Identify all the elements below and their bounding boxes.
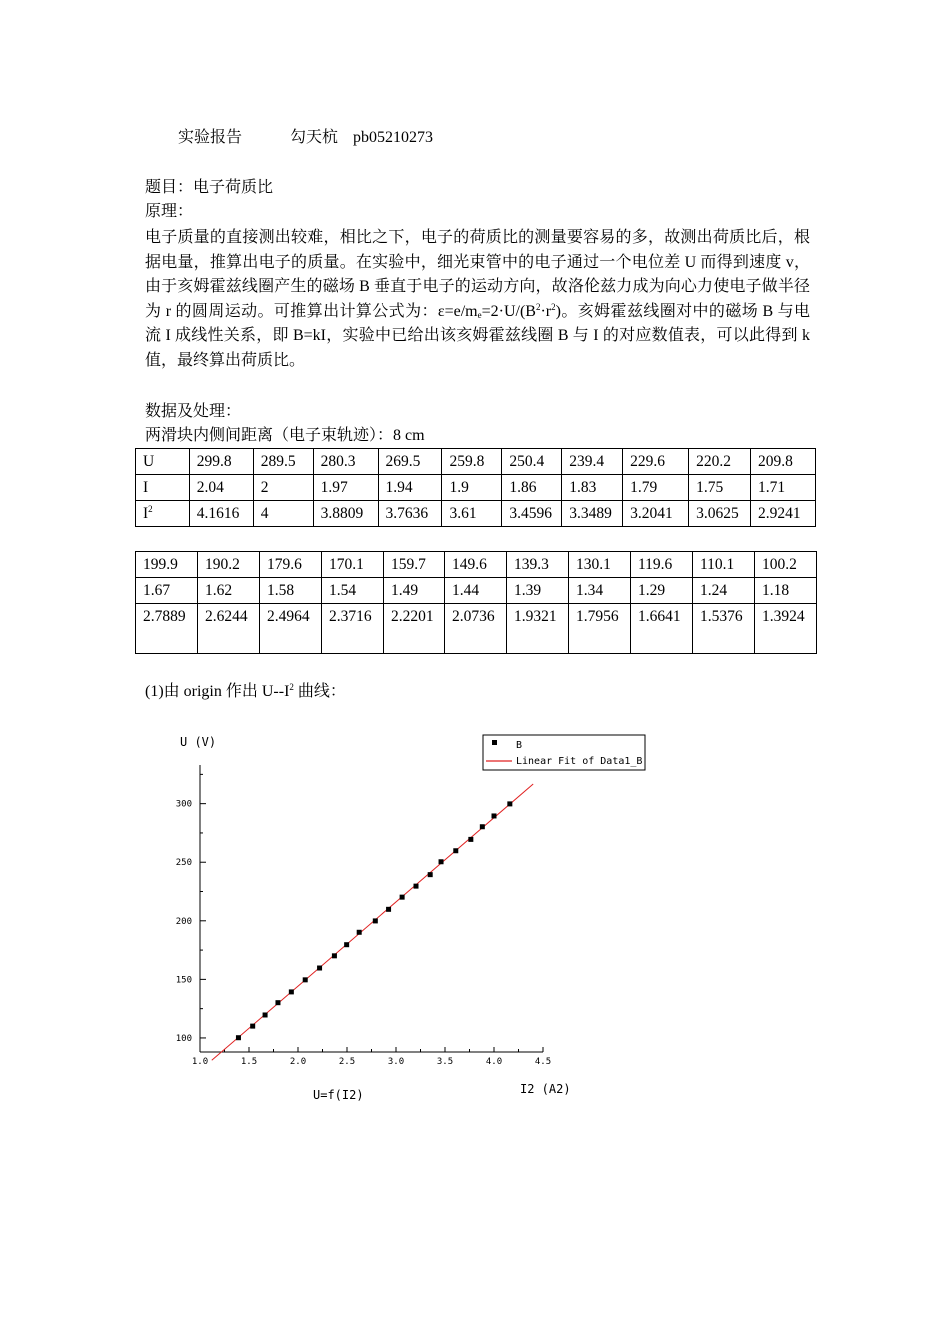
data-point <box>303 977 308 982</box>
data-point <box>236 1035 241 1040</box>
table-cell: 1.44 <box>445 578 507 604</box>
data-point <box>400 895 405 900</box>
table-cell: 2.4964 <box>260 604 322 654</box>
data-point <box>357 930 362 935</box>
table-cell: 2.7889 <box>136 604 198 654</box>
table-cell: 139.3 <box>507 552 569 578</box>
y-tick-label: 250 <box>175 858 192 869</box>
data-point <box>507 801 512 806</box>
row-label-i2 <box>136 501 190 527</box>
step1-sup: 2 <box>289 682 294 692</box>
table-cell: 1.39 <box>507 578 569 604</box>
y-tick-label: 150 <box>175 975 192 986</box>
table-cell: 239.4 <box>562 449 623 475</box>
x-tick-label: 1.0 <box>191 1057 209 1067</box>
superscript-2a: 2 <box>535 301 541 312</box>
row-label-i2-sup: 2 <box>148 504 153 514</box>
table-cell: 1.18 <box>755 578 817 604</box>
data-point <box>332 953 337 958</box>
table-row-u <box>136 449 816 475</box>
table-cell: 199.9 <box>136 552 198 578</box>
table-cell: 4 <box>253 501 313 527</box>
data-table-1 <box>135 448 816 527</box>
principle-text-2: =2·U/(B <box>481 302 536 320</box>
data-table-2 <box>135 551 817 654</box>
table-cell: 1.54 <box>322 578 384 604</box>
data-point <box>250 1024 255 1029</box>
table-cell: 3.8809 <box>313 501 378 527</box>
x-tick-label: 3.5 <box>436 1057 454 1067</box>
principle-text-4: )。亥姆霍兹线圈对中的磁场 B 与电流 I 成线性关系，即 B=kI，实验中已给出该亥姆霍兹线圈 B 与 I 的对应数值表，可以此得到 k 值，最终算出荷质比。 <box>145 302 810 369</box>
data-point <box>492 813 497 818</box>
table-cell: 1.58 <box>260 578 322 604</box>
data-point <box>263 1012 268 1017</box>
chart-title: U=f(I2) <box>313 1088 364 1102</box>
x-tick-label: 2.0 <box>289 1057 307 1067</box>
table-cell: 259.8 <box>442 449 502 475</box>
row-label-i: I <box>136 475 190 501</box>
data-point <box>289 989 294 994</box>
table-cell: 1.3924 <box>755 604 817 654</box>
table-cell: 110.1 <box>693 552 755 578</box>
fit-line-group <box>212 784 533 1060</box>
table-row-i <box>136 578 817 604</box>
table-cell: 179.6 <box>260 552 322 578</box>
x-tick-label: 1.5 <box>240 1057 258 1067</box>
data-point <box>275 1000 280 1005</box>
table-row-i <box>136 475 816 501</box>
y-tick-label: 300 <box>175 799 192 810</box>
data-point <box>373 918 378 923</box>
principle-text-3: ·r <box>540 302 552 320</box>
y-axis-label: U (V) <box>180 735 217 749</box>
table-cell: 229.6 <box>623 449 689 475</box>
table-cell: 100.2 <box>755 552 817 578</box>
data-point <box>317 966 322 971</box>
table-cell: 1.29 <box>631 578 693 604</box>
table-cell: 1.67 <box>136 578 198 604</box>
table-cell: 1.83 <box>562 475 623 501</box>
principle-paragraph <box>145 226 810 374</box>
table-cell: 3.61 <box>442 501 502 527</box>
table-cell: 1.97 <box>313 475 378 501</box>
table-cell: 1.34 <box>569 578 631 604</box>
table-cell: 4.1616 <box>189 501 253 527</box>
axes <box>200 765 543 1052</box>
data-heading: 数据及处理： <box>145 403 242 420</box>
x-tick-label: 4.0 <box>485 1057 503 1067</box>
data-point <box>386 907 391 912</box>
table-cell: 2.04 <box>189 475 253 501</box>
table-cell: 2.6244 <box>198 604 260 654</box>
table-cell: 1.71 <box>751 475 816 501</box>
row-label-u: U <box>136 449 190 475</box>
table-cell: 3.4596 <box>502 501 562 527</box>
table-cell: 269.5 <box>378 449 442 475</box>
student-id: pb05210273 <box>353 129 433 146</box>
table-cell: 3.2041 <box>623 501 689 527</box>
legend-marker-square <box>492 740 497 745</box>
x-axis-label: I2 (A2) <box>520 1082 571 1096</box>
table-cell: 1.49 <box>384 578 445 604</box>
principle-text-1: 电子质量的直接测出较难，相比之下，电子的荷质比的测量要容易的多，故测出荷质比后，根据电量，推算出电子的质量。在实验中，细光束管中的电子通过一个电位差 U 而得到速度 v，由于亥姆霍兹线圈产生的磁场 B 垂直于电子的运动方向，故洛伦兹力成为向心力使电子做半径为 r 的圆周运动。可推算出计算公式为：ε=e/m <box>145 229 810 320</box>
superscript-2b: 2 <box>551 301 556 312</box>
data-point <box>439 859 444 864</box>
table-cell: 1.75 <box>689 475 751 501</box>
table-cell: 2.9241 <box>751 501 816 527</box>
table-cell: 149.6 <box>445 552 507 578</box>
table-cell: 2 <box>253 475 313 501</box>
table-cell: 2.0736 <box>445 604 507 654</box>
data-point <box>453 848 458 853</box>
table-cell: 1.79 <box>623 475 689 501</box>
table-cell: 1.24 <box>693 578 755 604</box>
author-name: 勾天杭 <box>290 129 339 146</box>
step1-suffix: 曲线： <box>293 683 346 700</box>
y-tick-label: 100 <box>175 1033 192 1044</box>
data-point <box>468 837 473 842</box>
table-cell: 1.7956 <box>569 604 631 654</box>
table-cell: 3.7636 <box>378 501 442 527</box>
table-cell: 280.3 <box>313 449 378 475</box>
legend <box>483 735 645 770</box>
table-cell: 3.3489 <box>562 501 623 527</box>
table-cell: 190.2 <box>198 552 260 578</box>
table-cell: 1.94 <box>378 475 442 501</box>
distance-line: 两滑块内侧间距离（电子束轨迹）：8 cm <box>145 427 425 444</box>
table-cell: 159.7 <box>384 552 445 578</box>
table-cell: 2.3716 <box>322 604 384 654</box>
table-row-i2 <box>136 501 816 527</box>
table-row-u <box>136 552 817 578</box>
table-cell: 220.2 <box>689 449 751 475</box>
x-tick-label: 3.0 <box>387 1057 405 1067</box>
data-point <box>480 824 485 829</box>
step1-caption <box>145 682 346 702</box>
data-point <box>428 872 433 877</box>
data-points <box>236 801 512 1040</box>
table-cell: 130.1 <box>569 552 631 578</box>
table-cell: 170.1 <box>322 552 384 578</box>
table-cell: 1.9 <box>442 475 502 501</box>
report-title: 实验报告 <box>178 129 243 146</box>
table-cell: 289.5 <box>253 449 313 475</box>
step1-prefix: (1)由 origin 作出 U--I <box>145 683 290 700</box>
y-tick-label: 200 <box>175 916 192 927</box>
table-cell: 2.2201 <box>384 604 445 654</box>
table-cell: 1.62 <box>198 578 260 604</box>
principle-label: 原理： <box>145 203 194 220</box>
table-cell: 299.8 <box>189 449 253 475</box>
topic-line: 题目：电子荷质比 <box>145 179 274 196</box>
x-tick-label: 4.5 <box>534 1057 552 1067</box>
data-point <box>344 942 349 947</box>
x-tick-label: 2.5 <box>338 1057 356 1067</box>
table-cell: 209.8 <box>751 449 816 475</box>
fit-line <box>212 784 533 1060</box>
subscript-e: e <box>477 309 482 320</box>
table-row-i2 <box>136 604 817 654</box>
row-label-i2-base: I <box>143 505 149 522</box>
table-cell: 1.6641 <box>631 604 693 654</box>
table-cell: 1.9321 <box>507 604 569 654</box>
table-cell: 3.0625 <box>689 501 751 527</box>
data-point <box>414 884 419 889</box>
table-cell: 250.4 <box>502 449 562 475</box>
table-cell: 1.86 <box>502 475 562 501</box>
table-cell: 1.5376 <box>693 604 755 654</box>
legend-label-points: B <box>516 740 523 751</box>
origin-chart <box>155 725 643 1110</box>
table-cell: 119.6 <box>631 552 693 578</box>
legend-label-fit: Linear Fit of Data1_B <box>516 756 643 767</box>
